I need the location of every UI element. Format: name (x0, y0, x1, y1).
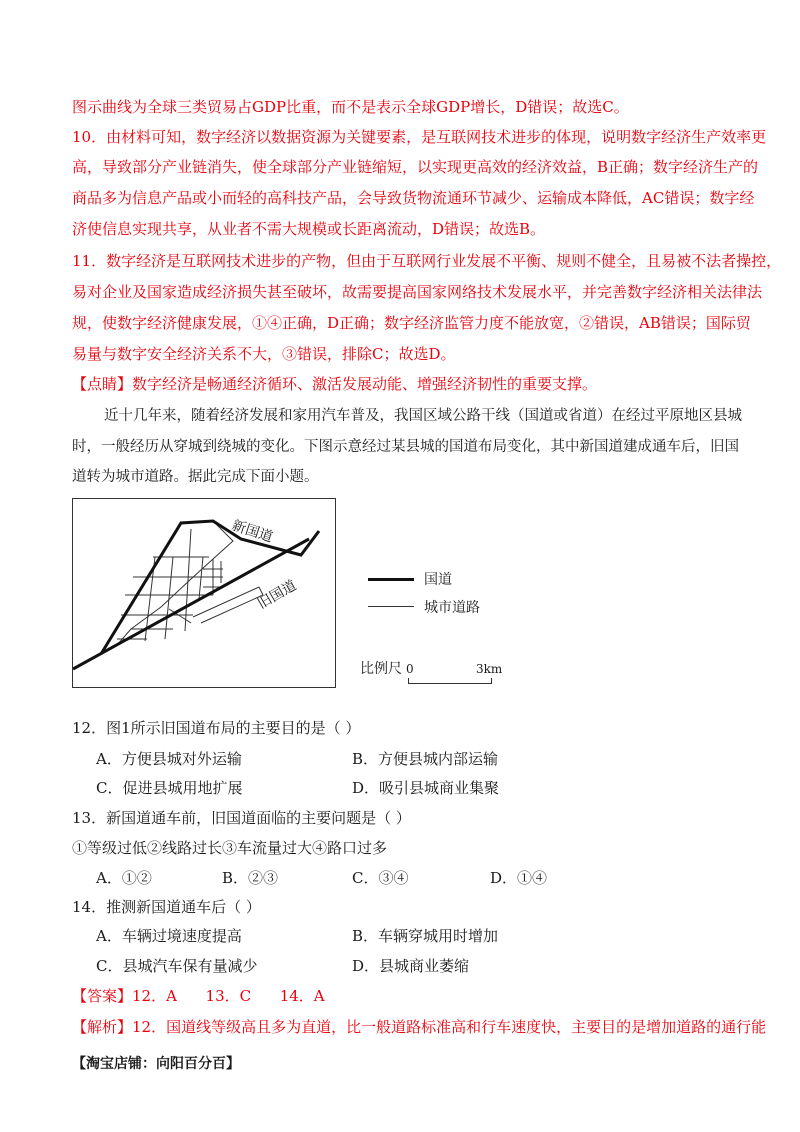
county-road-map (72, 498, 336, 688)
q10-explanation-line-3: 商品多为信息产品或小而轻的高科技产品，会导致货物流通环节减少、运输成本降低，AC错误；数字经 (72, 189, 755, 207)
q12-option-d[interactable]: D．吸引县城商业集聚 (352, 779, 500, 797)
legend-national-road-label: 国道 (424, 572, 452, 588)
q12-option-a[interactable]: A．方便县城对外运输 (96, 750, 242, 768)
q11-explanation-line-3: 规，使数字经济健康发展，①④正确，D正确；数字经济监管力度不能放宽，②错误，AB错误；国际贸 (72, 314, 751, 332)
q13-option-a[interactable]: A．①② (96, 869, 152, 887)
scale-zero: 0 (406, 662, 414, 676)
q13-option-d[interactable]: D．①④ (490, 869, 548, 887)
legend-national-road-line (368, 578, 414, 581)
intro-line-2: 时，一般经历从穿城到绕城的变化。下图示意经过某县城的国道布局变化，其中新国道建成通车后，旧国 (72, 439, 739, 455)
scale-bar (408, 678, 492, 684)
answer-line: 【答案】12．A 13．C 14．A (72, 987, 325, 1005)
q12-option-c[interactable]: C．促进县城用地扩展 (96, 779, 243, 797)
scale-label: 比例尺 (360, 661, 402, 677)
q10-explanation-line-1: 10．由材料可知，数字经济以数据资源为关键要素，是互联网技术进步的体现，说明数字经济生产效率更 (72, 128, 767, 146)
q13-sub-items: ①等级过低②线路过长③车流量过大④路口过多 (72, 839, 388, 857)
q14-option-c[interactable]: C．县城汽车保有量减少 (96, 957, 258, 975)
q14-option-b[interactable]: B．车辆穿城用时增加 (352, 927, 499, 945)
new-road-label: 新国道 (229, 517, 275, 546)
q13-option-c[interactable]: C．③④ (352, 869, 409, 887)
q12-stem: 12．图1所示旧国道布局的主要目的是（ ） (72, 719, 361, 737)
footer-shop-note: 【淘宝店铺：向阳百分百】 (72, 1056, 240, 1072)
map-drawing (73, 499, 335, 687)
intro-line-1: 近十几年来，随着经济发展和家用汽车普及，我国区域公路干线（国道或省道）在经过平原地区县城 (104, 408, 742, 424)
q10-explanation-line-2: 高，导致部分产业链消失，使全球部分产业链缩短，以实现更高效的经济效益，B正确；数字经济生产的 (72, 158, 759, 176)
dianjing-note: 【点睛】数字经济是畅通经济循环、激活发展动能、增强经济韧性的重要支撑。 (72, 375, 598, 393)
q14-stem: 14．推测新国道通车后（ ） (72, 898, 261, 916)
q11-explanation-line-1: 11．数字经济是互联网技术进步的产物，但由于互联网行业发展不平衡、规则不健全，且易被不法者操控， (72, 252, 782, 270)
q14-option-a[interactable]: A．车辆过境速度提高 (96, 927, 242, 945)
q11-explanation-line-4: 易量与数字安全经济关系不大，③错误，排除C；故选D。 (72, 345, 456, 363)
q10-explanation-line-4: 济使信息实现共享，从业者不需大规模或长距离流动，D错误；故选B。 (72, 220, 546, 238)
q13-stem: 13．新国道通车前，旧国道面临的主要问题是（ ） (72, 809, 411, 827)
legend-city-road-line (368, 606, 414, 607)
intro-line-3: 道转为城市道路。据此完成下面小题。 (72, 469, 319, 485)
q12-option-b[interactable]: B．方便县城内部运输 (352, 750, 499, 768)
analysis-line: 【解析】12．国道线等级高且多为直道，比一般道路标准高和行车速度快，主要目的是增加道路的通行能 (72, 1018, 767, 1036)
q11-explanation-line-2: 易对企业及国家造成经济损失甚至破坏，故需要提高国家网络技术发展水平，并完善数字经济相关法律法 (72, 283, 763, 301)
old-road-label: 旧国道 (255, 577, 300, 613)
scale-end: 3km (476, 662, 503, 676)
explanation-line-c: 图示曲线为全球三类贸易占GDP比重，而不是表示全球GDP增长，D错误；故选C。 (72, 98, 629, 116)
q14-option-d[interactable]: D．县城商业萎缩 (352, 957, 470, 975)
legend-city-road-label: 城市道路 (424, 600, 480, 616)
q13-option-b[interactable]: B．②③ (222, 869, 279, 887)
